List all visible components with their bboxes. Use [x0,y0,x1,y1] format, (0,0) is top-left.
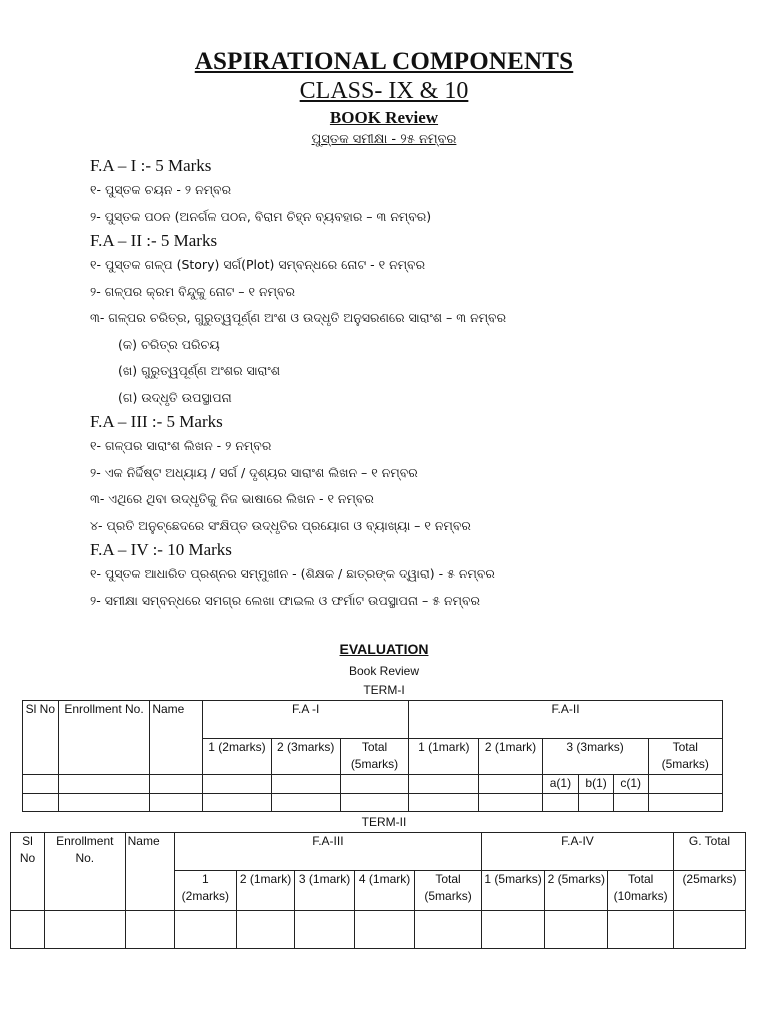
table-row [23,794,723,812]
class-line: CLASS- IX & 10 [299,78,469,104]
sub-item: (ଖ) ଗୁରୁତ୍ୱପୂର୍ଣ୍ଣ ଅଂଶର ସାରାଂଶ [118,363,280,378]
evaluation-title: EVALUATION [339,641,429,657]
fa1-item-1: 1 (2marks) [203,739,271,775]
fa1-total: Total (5marks) [340,739,408,775]
section-heading: F.A – II :- 5 Marks [90,231,218,250]
table-header-row [23,701,723,739]
fa4-total: Total (10marks) [608,871,674,911]
fa3-total: Total (5marks) [415,871,482,911]
col-sl-no: Sl No [11,833,45,911]
marks-subtitle: ପୁସ୍ତକ ସମୀକ୍ଷା - ୨୫ ନମ୍ବର [311,132,457,147]
term-2-label: TERM-II [361,815,407,829]
col-fa-1: F.A -I [203,701,409,739]
sub-item: (ଗ) ଉଦ୍ଧୃତି ଉପସ୍ଥାପନା [118,389,232,405]
col-fa-2: F.A-II [409,701,723,739]
col-enrollment: Enrollment No. [58,701,150,775]
page-title: ASPIRATIONAL COMPONENTS [194,48,574,75]
table-row [11,911,746,949]
criterion-item: ୩- ଗଳ୍ପର ଚରିତ୍ର, ଗୁରୁତ୍ୱପୂର୍ଣ୍ଣ ଅଂଶ ଓ ଉଦ୍ଧୃତି ଅନୁସରଣରେ ସାରାଂଶ – ୩ ନମ୍ବର [90,310,507,325]
criterion-item: ୧- ଗଳ୍ପର ସାରାଂଶ ଲିଖନ - ୨ ନମ୍ବର [90,438,272,453]
col-name: Name [125,833,174,911]
col-fa-3: F.A-III [174,833,481,871]
assessment-sections [90,155,710,614]
criterion-item: ୨- ଏକ ନିର୍ଦ୍ଦିଷ୍ଟ ଅଧ୍ୟାୟ / ସର୍ଗ / ଦୃଶ୍ୟର ସାରାଂଶ ଲିଖନ – ୧ ନମ୍ବର [90,464,418,480]
table-header-row [11,833,746,871]
col-enrollment: Enrollment No. [44,833,125,911]
criterion-item: ୧- ପୁସ୍ତକ ଚୟନ - ୨ ନମ୍ବର [90,182,232,197]
col-sl-no: Sl No [23,701,59,775]
term-1-table [22,700,723,812]
fa3-item-3: 3 (1mark) [295,871,355,911]
criterion-item: ୧- ପୁସ୍ତକ ଗଳ୍ପ (Story) ସର୍ଗ(Plot) ସମ୍ବନ୍ଧରେ ନୋଟ - ୧ ନମ୍ବର [90,257,426,272]
evaluation-subtitle: Book Review [348,664,420,678]
col-grand-total: G. Total [673,833,745,871]
criterion-item: ୩- ଏଥିରେ ଥିବା ଉଦ୍ଧୃତିକୁ ନିଜ ଭାଷାରେ ଲିଖନ - ୧ ନମ୍ବର [90,491,374,506]
fa2-sub-b: b(1) [579,775,614,794]
fa4-item-1: 1 (5marks) [482,871,545,911]
table-row [23,775,723,794]
fa2-sub-a: a(1) [542,775,579,794]
fa2-total: Total (5marks) [648,739,722,775]
fa1-item-2: 2 (3marks) [271,739,340,775]
fa2-sub-c: c(1) [613,775,648,794]
col-fa-4: F.A-IV [482,833,674,871]
fa2-item-1: 1 (1mark) [409,739,479,775]
criterion-item: ୪- ପ୍ରତି ଅନୁଚ୍ଛେଦରେ ସଂକ୍ଷିପ୍ତ ଉଦ୍ଧୃତିର ପ୍ରୟୋଗ ଓ ବ୍ୟାଖ୍ୟା – ୧ ନମ୍ବର [90,517,471,533]
criterion-item: ୨- ସମୀକ୍ଷା ସମ୍ବନ୍ଧରେ ସମଗ୍ର ଲେଖା ଫାଇଲ ଓ ଫର୍ମାଟ ଉପସ୍ଥାପନା – ୫ ନମ୍ବର [90,592,480,608]
sub-item: (କ) ଚରିତ୍ର ପରିଚୟ [118,336,220,352]
book-review-heading: BOOK Review [329,108,439,127]
criterion-item: ୧- ପୁସ୍ତକ ଆଧାରିତ ପ୍ରଶ୍ନର ସମ୍ମୁଖୀନ - (ଶିକ୍ଷକ / ଛାତ୍ରଙ୍କ ଦ୍ୱାରା) - ୫ ନମ୍ବର [90,566,495,581]
col-name: Name [150,701,203,775]
fa4-item-2: 2 (5marks) [545,871,608,911]
criterion-item: ୨- ଗଳ୍ପର କ୍ରମ ବିନ୍ଦୁକୁ ନୋଟ – ୧ ନମ୍ବର [90,283,295,299]
fa2-item-3: 3 (3marks) [542,739,648,775]
fa3-item-4: 4 (1mark) [355,871,415,911]
term-1-label: TERM-I [363,683,405,697]
grand-total-marks: (25marks) [673,871,745,911]
section-heading: F.A – III :- 5 Marks [90,412,223,431]
fa2-item-2: 2 (1mark) [479,739,542,775]
section-heading: F.A – I :- 5 Marks [90,156,212,175]
term-2-table [10,832,746,949]
section-heading: F.A – IV :- 10 Marks [90,540,232,559]
fa3-item-1: 1 (2marks) [174,871,236,911]
criterion-item: ୨- ପୁସ୍ତକ ପଠନ (ଅନର୍ଗଳ ପଠନ, ବିରାମ ଚିହ୍ନ ବ୍ୟବହାର – ୩ ନମ୍ବର) [90,208,432,224]
fa3-item-2: 2 (1mark) [236,871,294,911]
